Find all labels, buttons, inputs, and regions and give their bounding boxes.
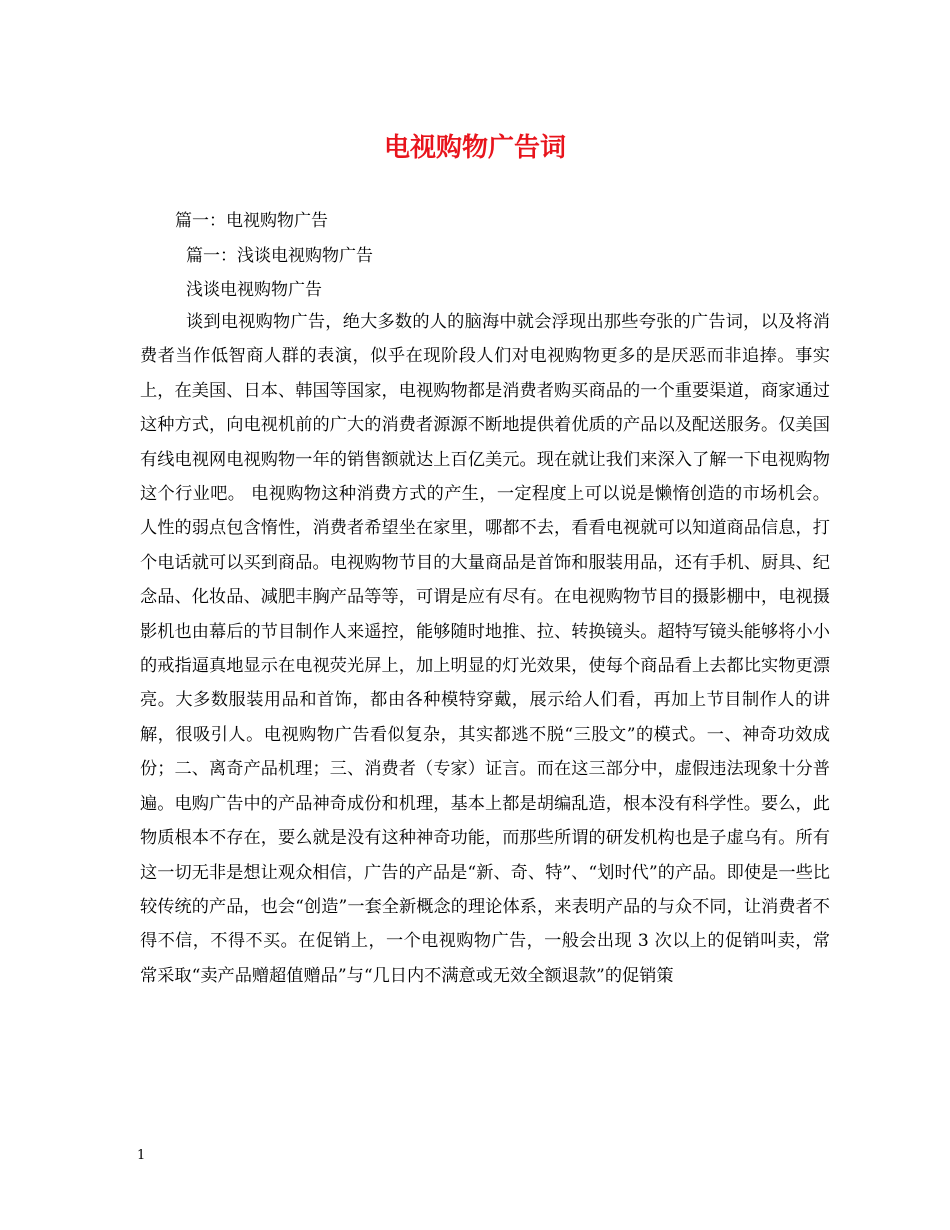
body-paragraph: 谈到电视购物广告，绝大多数的人的脑海中就会浮现出那些夸张的广告词，以及将消费者当作低智商人群的表演，似乎在现阶段人们对电视购物更多的是厌恶而非追捧。事实上，在美国、日本、韩国等国家，电视购物都是消费者购买商品的一个重要渠道，商家通过这种方式，向电视机前的广大的消费者源源不断地提供着优质的产品以及配送服务。仅美国有线电视网电视购物一年的销售额就达上百亿美元。现在就让我们来深入了解一下电视购物这个行业吧。 电视购物这种消费方式的产生，一定程度上可以说是懒惰创造的市场机会。人性的弱点包含惰性，消费者希望坐在家里，哪都不去，看看电视就可以知道商品信息，打个电话就可以买到商品。电视购物节目的大量商品是首饰和服装用品，还有手机、厨具、纪念品、化妆品、减肥丰胸产品等等，可谓是应有尽有。在电视购物节目的摄影棚中，电视摄影机也由幕后的节目制作人来遥控，能够随时地推、拉、转换镜头。超特写镜头能够将小小的戒指逼真地显示在电视荧光屏上，加上明显的灯光效果，使每个商品看上去都比实物更漂亮。大多数服装用品和首饰，都由各种模特穿戴，展示给人们看，再加上节目制作人的讲解，很吸引人。电视购物广告看似复杂，其实都逃不脱“三股文”的模式。一、神奇功效成份；二、离奇产品机理；三、消费者（专家）证言。而在这三部分中，虚假违法现象十分普遍。电购广告中的产品神奇成份和机理，基本上都是胡编乱造，根本没有科学性。要么，此物质根本不存在，要么就是没有这种神奇功能，而那些所谓的研发机构也是子虚乌有。所有这一切无非是想让观众相信，广告的产品是“新、奇、特”、“划时代”的产品。即使是一些比较传统的产品，也会“创造”一套全新概念的理论体系，来表明产品的与众不同，让消费者不得不信，不得不买。在促销上，一个电视购物广告，一般会出现 3 次以上的促销叫卖，常常采取“卖产品赠超值赠品”与“几日内不满意或无效全额退款”的促销策 — [140, 312, 830, 986]
document-title: 电视购物广告词 — [383, 133, 566, 163]
section-heading-1: 篇一：电视购物广告 — [175, 211, 328, 231]
section-heading-2: 篇一：浅谈电视购物广告 — [186, 246, 373, 266]
section-heading-3: 浅谈电视购物广告 — [186, 280, 322, 300]
page-number: 1 — [137, 1148, 146, 1163]
